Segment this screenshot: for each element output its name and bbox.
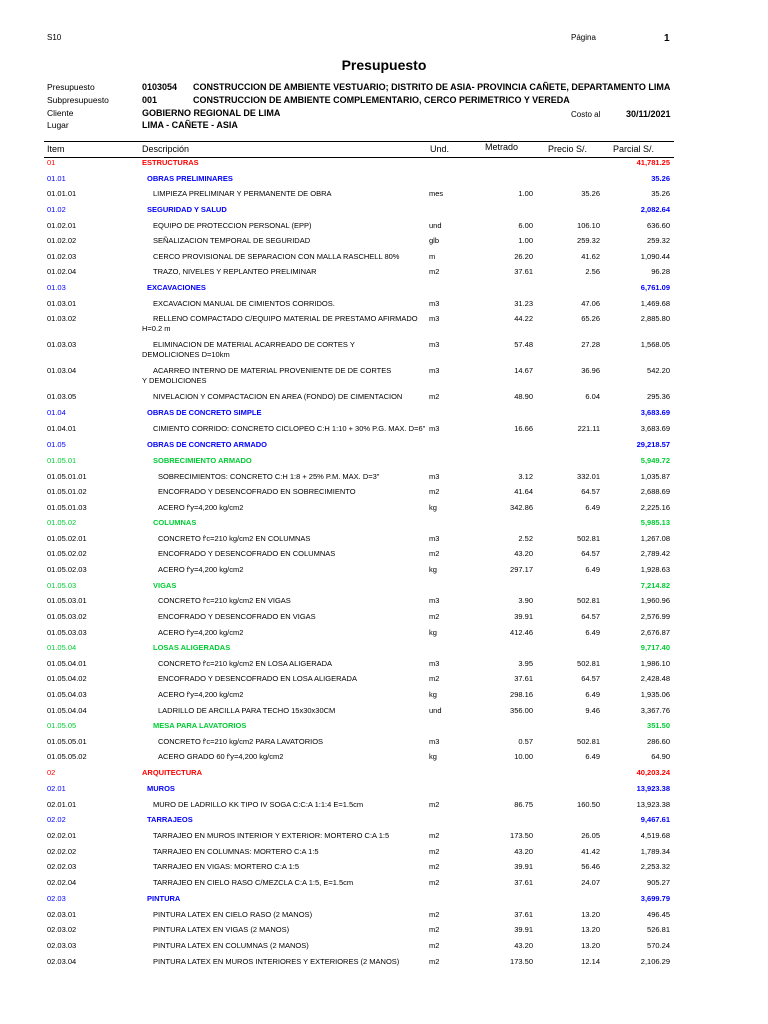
item-code: 02.03 xyxy=(47,894,66,903)
item-description: LIMPIEZA PRELIMINAR Y PERMANENTE DE OBRA xyxy=(153,189,332,198)
item-metrado: 14.67 xyxy=(514,366,533,375)
item-parcial: 2,885.80 xyxy=(640,314,670,323)
item-description: EXCAVACIONES xyxy=(147,283,206,292)
item-metrado: 298.16 xyxy=(510,690,533,699)
item-description: LOSAS ALIGERADAS xyxy=(153,643,231,652)
item-precio: 502.81 xyxy=(577,737,600,746)
item-unit: und xyxy=(429,706,442,715)
item-precio: 502.81 xyxy=(577,659,600,668)
item-parcial: 35.26 xyxy=(651,189,670,198)
item-code: 01.05.01.03 xyxy=(47,503,87,512)
item-description: EXCAVACION MANUAL DE CIMIENTOS CORRIDOS. xyxy=(153,299,335,308)
item-parcial: 542.20 xyxy=(647,366,670,375)
item-parcial: 1,035.87 xyxy=(640,472,670,481)
item-parcial: 9,717.40 xyxy=(640,643,670,652)
item-metrado: 173.50 xyxy=(510,957,533,966)
item-description: VIGAS xyxy=(153,581,177,590)
item-code: 01.05.03.01 xyxy=(47,596,87,605)
item-metrado: 39.91 xyxy=(514,612,533,621)
item-description: CIMIENTO CORRIDO: CONCRETO CICLOPEO C:H 1:10 + 30% P.G. MAX. D=6" xyxy=(153,424,426,433)
item-description: CONCRETO f'c=210 kg/cm2 EN LOSA ALIGERADA xyxy=(158,659,333,668)
item-metrado: 1.00 xyxy=(518,236,533,245)
item-metrado: 43.20 xyxy=(514,847,533,856)
item-code: 01.03.03 xyxy=(47,340,77,349)
item-precio: 35.26 xyxy=(581,189,600,198)
item-precio: 64.57 xyxy=(581,674,600,683)
item-code: 01.03.05 xyxy=(47,392,77,401)
item-parcial: 9,467.61 xyxy=(640,815,670,824)
item-code: 01.05.02 xyxy=(47,518,77,527)
presupuesto-code: 0103054 xyxy=(142,82,178,92)
item-parcial: 2,676.87 xyxy=(640,628,670,637)
item-precio: 502.81 xyxy=(577,596,600,605)
item-description: CONCRETO f'c=210 kg/cm2 EN COLUMNAS xyxy=(158,534,311,543)
item-description: PINTURA LATEX EN MUROS INTERIORES Y EXTERIORES (2 MANOS) xyxy=(153,957,400,966)
presupuesto-label: Presupuesto xyxy=(47,82,95,92)
item-precio: 64.57 xyxy=(581,612,600,621)
item-parcial: 40,203.24 xyxy=(636,768,670,777)
item-metrado: 43.20 xyxy=(514,941,533,950)
presupuesto-description: CONSTRUCCION DE AMBIENTE VESTUARIO; DISTRITO DE ASIA- PROVINCIA CAÑETE, DEPARTAMENTO LIMA xyxy=(193,82,671,92)
costo-date: 30/11/2021 xyxy=(626,109,671,119)
item-unit: m2 xyxy=(429,831,440,840)
item-code: 01.04 xyxy=(47,408,66,417)
item-parcial: 1,090.44 xyxy=(640,252,670,261)
item-code: 01.05.04.02 xyxy=(47,674,87,683)
item-unit: m2 xyxy=(429,674,440,683)
item-description: CERCO PROVISIONAL DE SEPARACION CON MALLA RASCHELL 80% xyxy=(153,252,400,261)
item-metrado: 48.90 xyxy=(514,392,533,401)
page-number: 1 xyxy=(664,33,670,44)
item-parcial: 2,082.64 xyxy=(640,205,670,214)
item-description: ACERO f'y=4,200 kg/cm2 xyxy=(158,503,244,512)
item-description: TARRAJEO EN COLUMNAS: MORTERO C:A 1:5 xyxy=(153,847,319,856)
item-code: 01.03 xyxy=(47,283,66,292)
item-code: 01.03.01 xyxy=(47,299,77,308)
item-precio: 6.49 xyxy=(585,503,600,512)
item-code: 01.05.04.01 xyxy=(47,659,87,668)
page-label: Página xyxy=(571,33,596,42)
item-code: 01.05.01.02 xyxy=(47,487,87,496)
item-code: 02.03.02 xyxy=(47,925,77,934)
item-metrado: 412.46 xyxy=(510,628,533,637)
item-metrado: 10.00 xyxy=(514,752,533,761)
item-parcial: 259.32 xyxy=(647,236,670,245)
item-parcial: 2,688.69 xyxy=(640,487,670,496)
item-unit: m2 xyxy=(429,392,440,401)
item-metrado: 39.91 xyxy=(514,862,533,871)
item-code: 01.05.04.04 xyxy=(47,706,87,715)
subpresupuesto-code: 001 xyxy=(142,95,158,105)
item-unit: m2 xyxy=(429,549,440,558)
item-description: ARQUITECTURA xyxy=(142,768,202,777)
item-unit: m3 xyxy=(429,340,440,349)
item-parcial: 29,218.57 xyxy=(636,440,670,449)
item-metrado: 173.50 xyxy=(510,831,533,840)
item-code: 02.03.01 xyxy=(47,910,77,919)
item-code: 01.02.01 xyxy=(47,221,77,230)
item-parcial: 496.45 xyxy=(647,910,670,919)
subpresupuesto-label: Subpresupuesto xyxy=(47,95,109,105)
item-code: 01.05.02.03 xyxy=(47,565,87,574)
item-description: CONCRETO f'c=210 kg/cm2 EN VIGAS xyxy=(158,596,291,605)
item-parcial: 41,781.25 xyxy=(636,158,670,167)
item-unit: m2 xyxy=(429,910,440,919)
item-parcial: 35.26 xyxy=(651,174,670,183)
item-description: ENCOFRADO Y DESENCOFRADO EN SOBRECIMIENTO xyxy=(158,487,356,496)
item-metrado: 26.20 xyxy=(514,252,533,261)
item-metrado: 16.66 xyxy=(514,424,533,433)
item-description: MUROS xyxy=(147,784,175,793)
item-metrado: 37.61 xyxy=(514,674,533,683)
item-metrado: 86.75 xyxy=(514,800,533,809)
item-unit: und xyxy=(429,221,442,230)
item-metrado: 3.95 xyxy=(518,659,533,668)
item-code: 01.03.04 xyxy=(47,366,77,375)
item-parcial: 1,960.96 xyxy=(640,596,670,605)
item-parcial: 1,267.08 xyxy=(640,534,670,543)
item-code: 01 xyxy=(47,158,56,167)
item-description: OBRAS PRELIMINARES xyxy=(147,174,233,183)
item-code: 01.05.03.03 xyxy=(47,628,87,637)
item-unit: m2 xyxy=(429,267,440,276)
item-precio: 36.96 xyxy=(581,366,600,375)
item-unit: m2 xyxy=(429,878,440,887)
item-code: 01.02 xyxy=(47,205,66,214)
page-title: Presupuesto xyxy=(341,57,427,73)
item-parcial: 1,986.10 xyxy=(640,659,670,668)
item-parcial: 570.24 xyxy=(647,941,670,950)
item-precio: 6.49 xyxy=(585,690,600,699)
item-parcial: 351.50 xyxy=(647,721,670,730)
item-code: 01.02.03 xyxy=(47,252,77,261)
item-parcial: 636.60 xyxy=(647,221,670,230)
item-code: 01.05.04 xyxy=(47,643,77,652)
column-item: Item xyxy=(47,144,65,154)
item-description: TARRAJEOS xyxy=(147,815,193,824)
item-code: 02.01.01 xyxy=(47,800,77,809)
item-description: SOBRECIMIENTO ARMADO xyxy=(153,456,252,465)
item-code: 01.02.04 xyxy=(47,267,77,276)
item-description: ESTRUCTURAS xyxy=(142,158,199,167)
item-parcial: 13,923.38 xyxy=(636,784,670,793)
item-parcial: 64.90 xyxy=(651,752,670,761)
item-description: SEÑALIZACION TEMPORAL DE SEGURIDAD xyxy=(153,236,311,245)
item-precio: 64.57 xyxy=(581,487,600,496)
item-unit: m2 xyxy=(429,957,440,966)
report-code: S10 xyxy=(47,33,62,42)
item-description: MURO DE LADRILLO KK TIPO IV SOGA C:C:A 1:1:4 E=1.5cm xyxy=(153,800,364,809)
item-precio: 13.20 xyxy=(581,941,600,950)
item-metrado: 297.17 xyxy=(510,565,533,574)
item-precio: 6.49 xyxy=(585,565,600,574)
item-code: 02.03.03 xyxy=(47,941,77,950)
item-description: ACERO f'y=4,200 kg/cm2 xyxy=(158,690,244,699)
item-precio: 24.07 xyxy=(581,878,600,887)
item-code: 02.02.02 xyxy=(47,847,77,856)
item-precio: 6.49 xyxy=(585,752,600,761)
item-unit: m3 xyxy=(429,596,440,605)
item-precio: 6.04 xyxy=(585,392,600,401)
item-precio: 27.28 xyxy=(581,340,600,349)
item-code: 02.02 xyxy=(47,815,66,824)
item-precio: 26.05 xyxy=(581,831,600,840)
item-unit: kg xyxy=(429,690,437,699)
item-parcial: 4,519.68 xyxy=(640,831,670,840)
item-unit: m2 xyxy=(429,800,440,809)
item-description: TARRAJEO EN MUROS INTERIOR Y EXTERIOR: MORTERO C:A 1:5 xyxy=(153,831,390,840)
column-und: Und. xyxy=(430,144,450,154)
item-code: 02.02.04 xyxy=(47,878,77,887)
item-precio: 47.06 xyxy=(581,299,600,308)
item-precio: 13.20 xyxy=(581,925,600,934)
item-precio: 9.46 xyxy=(585,706,600,715)
column-precio: Precio S/. xyxy=(548,144,588,154)
item-metrado: 41.64 xyxy=(514,487,533,496)
item-unit: m2 xyxy=(429,847,440,856)
item-description: ACERO f'y=4,200 kg/cm2 xyxy=(158,628,244,637)
item-unit: m3 xyxy=(429,472,440,481)
item-unit: kg xyxy=(429,628,437,637)
item-precio: 106.10 xyxy=(577,221,600,230)
item-unit: kg xyxy=(429,503,437,512)
item-precio: 2.56 xyxy=(585,267,600,276)
item-metrado: 57.48 xyxy=(514,340,533,349)
item-description: OBRAS DE CONCRETO SIMPLE xyxy=(147,408,262,417)
item-code: 02 xyxy=(47,768,56,777)
item-parcial: 2,225.16 xyxy=(640,503,670,512)
item-description: EQUIPO DE PROTECCION PERSONAL (EPP) xyxy=(153,221,312,230)
item-code: 01.05.02.01 xyxy=(47,534,87,543)
item-precio: 64.57 xyxy=(581,549,600,558)
item-code: 02.01 xyxy=(47,784,66,793)
item-metrado: 43.20 xyxy=(514,549,533,558)
item-metrado: 31.23 xyxy=(514,299,533,308)
item-description: ENCOFRADO Y DESENCOFRADO EN VIGAS xyxy=(158,612,316,621)
item-unit: m2 xyxy=(429,862,440,871)
item-parcial: 5,949.72 xyxy=(640,456,670,465)
item-parcial: 526.81 xyxy=(647,925,670,934)
table-header xyxy=(44,141,674,158)
item-unit: m2 xyxy=(429,941,440,950)
item-metrado: 37.61 xyxy=(514,878,533,887)
item-parcial: 1,789.34 xyxy=(640,847,670,856)
item-precio: 65.26 xyxy=(581,314,600,323)
item-parcial: 1,935.06 xyxy=(640,690,670,699)
item-description: ELIMINACION DE MATERIAL ACARREADO DE CORTES Y DEMOLICIONES D=10km xyxy=(142,340,355,359)
item-parcial: 6,761.09 xyxy=(640,283,670,292)
item-metrado: 3.12 xyxy=(518,472,533,481)
item-parcial: 286.60 xyxy=(647,737,670,746)
item-metrado: 1.00 xyxy=(518,189,533,198)
item-metrado: 0.57 xyxy=(518,737,533,746)
item-code: 01.05.04.03 xyxy=(47,690,87,699)
item-description: TARRAJEO EN VIGAS: MORTERO C:A 1:5 xyxy=(153,862,300,871)
item-code: 01.05.01 xyxy=(47,456,77,465)
item-description: CONCRETO f'c=210 kg/cm2 PARA LAVATORIOS xyxy=(158,737,324,746)
item-description: PINTURA LATEX EN COLUMNAS (2 MANOS) xyxy=(153,941,309,950)
item-precio: 6.49 xyxy=(585,628,600,637)
item-precio: 56.46 xyxy=(581,862,600,871)
column-parcial: Parcial S/. xyxy=(613,144,655,154)
item-parcial: 3,683.69 xyxy=(640,408,670,417)
item-unit: m3 xyxy=(429,314,440,323)
item-code: 02.02.01 xyxy=(47,831,77,840)
item-precio: 13.20 xyxy=(581,910,600,919)
item-code: 01.05.01.01 xyxy=(47,472,87,481)
item-unit: m3 xyxy=(429,424,440,433)
item-precio: 259.32 xyxy=(577,236,600,245)
item-parcial: 3,699.79 xyxy=(640,894,670,903)
item-unit: m xyxy=(429,252,436,261)
item-unit: kg xyxy=(429,565,437,574)
item-code: 01.03.02 xyxy=(47,314,77,323)
item-parcial: 96.28 xyxy=(651,267,670,276)
item-description: COLUMNAS xyxy=(153,518,197,527)
item-parcial: 7,214.82 xyxy=(640,581,670,590)
item-description: ACERO f'y=4,200 kg/cm2 xyxy=(158,565,244,574)
item-metrado: 3.90 xyxy=(518,596,533,605)
item-code: 01.05.02.02 xyxy=(47,549,87,558)
item-code: 01.05.03.02 xyxy=(47,612,87,621)
item-description: ENCOFRADO Y DESENCOFRADO EN COLUMNAS xyxy=(158,549,336,558)
item-metrado: 37.61 xyxy=(514,267,533,276)
item-unit: m3 xyxy=(429,737,440,746)
item-description: PINTURA xyxy=(147,894,181,903)
item-unit: m3 xyxy=(429,366,440,375)
item-code: 01.05.03 xyxy=(47,581,77,590)
item-parcial: 3,367.76 xyxy=(640,706,670,715)
item-description: PINTURA LATEX EN CIELO RASO (2 MANOS) xyxy=(153,910,313,919)
item-unit: glb xyxy=(429,236,440,245)
item-unit: m2 xyxy=(429,925,440,934)
lugar-label: Lugar xyxy=(47,120,69,130)
item-parcial: 2,253.32 xyxy=(640,862,670,871)
item-description: LADRILLO DE ARCILLA PARA TECHO 15x30x30CM xyxy=(158,706,336,715)
lugar-value: LIMA - CAÑETE - ASIA xyxy=(142,120,238,130)
item-code: 02.03.04 xyxy=(47,957,77,966)
item-code: 01.01.01 xyxy=(47,189,77,198)
item-code: 01.01 xyxy=(47,174,66,183)
item-metrado: 342.86 xyxy=(510,503,533,512)
item-precio: 160.50 xyxy=(577,800,600,809)
item-parcial: 2,428.48 xyxy=(640,674,670,683)
item-unit: mes xyxy=(429,189,444,198)
item-description: TRAZO, NIVELES Y REPLANTEO PRELIMINAR xyxy=(153,267,317,276)
item-precio: 221.11 xyxy=(577,424,600,433)
item-description: RELLENO COMPACTADO C/EQUIPO MATERIAL DE PRESTAMO AFIRMADO H=0.2 m xyxy=(142,314,418,333)
item-parcial: 5,985.13 xyxy=(640,518,670,527)
item-parcial: 1,469.68 xyxy=(640,299,670,308)
item-description: PINTURA LATEX EN VIGAS (2 MANOS) xyxy=(153,925,290,934)
item-code: 01.05.05.02 xyxy=(47,752,87,761)
item-description: ACERO GRADO 60 f'y=4,200 kg/cm2 xyxy=(158,752,284,761)
item-metrado: 6.00 xyxy=(518,221,533,230)
item-unit: m3 xyxy=(429,299,440,308)
item-precio: 41.62 xyxy=(581,252,600,261)
item-unit: m3 xyxy=(429,659,440,668)
item-parcial: 1,568.05 xyxy=(640,340,670,349)
item-unit: m3 xyxy=(429,534,440,543)
item-unit: kg xyxy=(429,752,437,761)
item-precio: 41.42 xyxy=(581,847,600,856)
item-code: 01.05 xyxy=(47,440,66,449)
item-metrado: 44.22 xyxy=(514,314,533,323)
item-code: 01.02.02 xyxy=(47,236,77,245)
item-description: OBRAS DE CONCRETO ARMADO xyxy=(147,440,268,449)
item-description: NIVELACION Y COMPACTACION EN AREA (FONDO) DE CIMENTACION xyxy=(153,392,403,401)
item-parcial: 905.27 xyxy=(647,878,670,887)
item-parcial: 2,789.42 xyxy=(640,549,670,558)
item-description: ENCOFRADO Y DESENCOFRADO EN LOSA ALIGERADA xyxy=(158,674,357,683)
item-code: 01.05.05.01 xyxy=(47,737,87,746)
item-parcial: 3,683.69 xyxy=(640,424,670,433)
cliente-label: Cliente xyxy=(47,108,74,118)
item-unit: m2 xyxy=(429,612,440,621)
item-description: MESA PARA LAVATORIOS xyxy=(153,721,247,730)
item-unit: m2 xyxy=(429,487,440,496)
subpresupuesto-description: CONSTRUCCION DE AMBIENTE COMPLEMENTARIO, CERCO PERIMETRICO Y VEREDA xyxy=(193,95,570,105)
item-description: SEGURIDAD Y SALUD xyxy=(147,205,227,214)
item-code: 02.02.03 xyxy=(47,862,77,871)
item-metrado: 2.52 xyxy=(518,534,533,543)
item-metrado: 37.61 xyxy=(514,910,533,919)
item-precio: 502.81 xyxy=(577,534,600,543)
item-code: 01.05.05 xyxy=(47,721,77,730)
item-parcial: 295.36 xyxy=(647,392,670,401)
item-description: SOBRECIMIENTOS: CONCRETO C:H 1:8 + 25% P.M. MAX. D=3" xyxy=(158,472,380,481)
cliente-value: GOBIERNO REGIONAL DE LIMA xyxy=(142,108,281,118)
costo-label: Costo al xyxy=(571,110,601,119)
item-parcial: 13,923.38 xyxy=(636,800,670,809)
column-metrado: Metrado xyxy=(485,142,519,152)
item-precio: 12.14 xyxy=(581,957,600,966)
item-precio: 332.01 xyxy=(577,472,600,481)
item-description: ACARREO INTERNO DE MATERIAL PROVENIENTE DE DE CORTES Y DEMOLICIONES xyxy=(142,366,392,385)
item-parcial: 2,106.29 xyxy=(640,957,670,966)
item-code: 01.04.01 xyxy=(47,424,77,433)
item-parcial: 1,928.63 xyxy=(640,565,670,574)
column-descripcion: Descripción xyxy=(142,144,190,154)
item-metrado: 39.91 xyxy=(514,925,533,934)
item-metrado: 356.00 xyxy=(510,706,533,715)
item-parcial: 2,576.99 xyxy=(640,612,670,621)
item-description: TARRAJEO EN CIELO RASO C/MEZCLA C:A 1:5, E=1.5cm xyxy=(153,878,354,887)
